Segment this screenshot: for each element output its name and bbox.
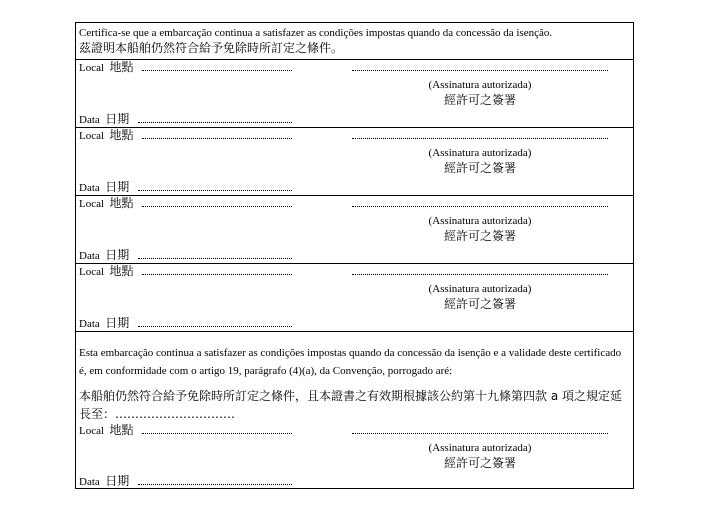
local-label: Local 地點 — [79, 264, 134, 278]
endorsement-block-4 — [76, 263, 633, 330]
signature-caption-pt: (Assinatura autorizada) — [428, 215, 532, 227]
local-field[interactable] — [142, 70, 292, 71]
date-label: Data 日期 — [79, 316, 130, 330]
signature-caption-zh: 經許可之簽署 — [443, 297, 516, 311]
header-text-pt: Certifica-se que a embarcação continua a satisfazer as condições impostas quando da concessão da isenção. — [79, 27, 553, 39]
extension-block — [76, 331, 633, 490]
signature-line[interactable] — [352, 274, 608, 275]
signature-caption — [352, 214, 608, 244]
signature-caption — [352, 78, 608, 108]
local-field[interactable] — [142, 433, 292, 434]
local-label: Local 地點 — [79, 196, 134, 210]
signature-line[interactable] — [352, 206, 608, 207]
signature-line[interactable] — [352, 433, 608, 434]
date-field[interactable] — [138, 484, 292, 485]
header-text-zh: 茲證明本船舶仍然符合給予免除時所訂定之條件。 — [79, 41, 344, 55]
date-label: Data 日期 — [79, 180, 130, 194]
date-label: Data 日期 — [79, 112, 130, 126]
local-field[interactable] — [142, 206, 292, 207]
signature-caption-pt: (Assinatura autorizada) — [428, 442, 532, 454]
signature-caption-zh: 經許可之簽署 — [443, 93, 516, 107]
certificate-form — [75, 22, 634, 489]
date-label: Data 日期 — [79, 474, 130, 488]
local-field[interactable] — [142, 274, 292, 275]
signature-caption-pt: (Assinatura autorizada) — [428, 79, 532, 91]
signature-caption — [352, 282, 608, 312]
date-field[interactable] — [138, 190, 292, 191]
local-label: Local 地點 — [79, 60, 134, 74]
signature-caption-zh: 經許可之簽署 — [443, 456, 516, 470]
signature-caption-zh: 經許可之簽署 — [443, 229, 516, 243]
date-label: Data 日期 — [79, 248, 130, 262]
endorsement-block-2 — [76, 127, 633, 194]
endorsement-block-3 — [76, 195, 633, 262]
signature-line[interactable] — [352, 70, 608, 71]
signature-line[interactable] — [352, 138, 608, 139]
date-field[interactable] — [138, 326, 292, 327]
signature-caption-zh: 經許可之簽署 — [443, 161, 516, 175]
local-label: Local 地點 — [79, 423, 134, 437]
date-field[interactable] — [138, 258, 292, 259]
date-field[interactable] — [138, 122, 292, 123]
signature-caption-pt: (Assinatura autorizada) — [428, 147, 532, 159]
endorsement-block-1 — [76, 59, 633, 126]
signature-caption — [352, 146, 608, 176]
extension-text-zh: 本船舶仍然符合給予免除時所訂定之條件，且本證書之有效期根據該公約第十九條第四款 a 項之規定延長至：………………………… — [79, 389, 622, 421]
local-field[interactable] — [142, 138, 292, 139]
extension-text-pt: Esta embarcação continua a satisfazer as condições impostas quando da concessão da isenção e a validade deste certificado é, em conformidade com o artigo 19, parágrafo (4)(a), da Convenção, porrogado aré: — [79, 347, 622, 377]
signature-caption — [352, 441, 608, 471]
signature-caption-pt: (Assinatura autorizada) — [428, 283, 532, 295]
local-label: Local 地點 — [79, 128, 134, 142]
